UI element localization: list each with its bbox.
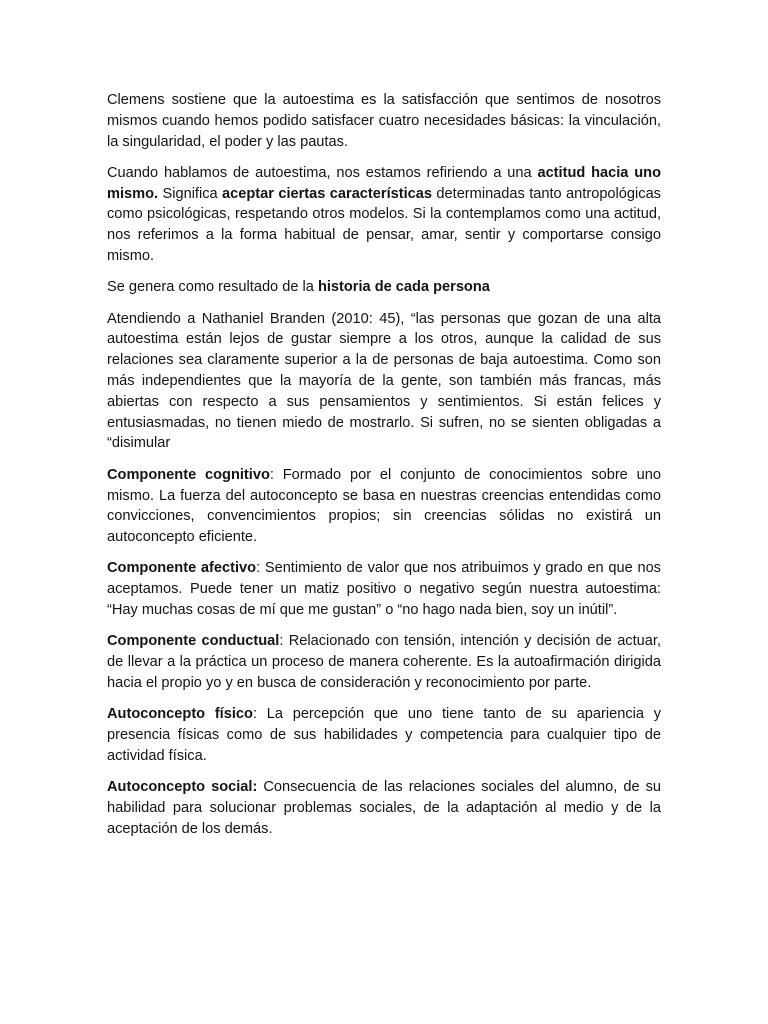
bold-term: Componente conductual	[107, 633, 280, 650]
text-segment: Significa	[158, 185, 223, 202]
text-segment: : Relacionado con tensión, intención y decisión de actuar, de llevar a la práctica un proceso de manera coherente. Es la autoafirmación dirigida hacia el propio yo y en busca de consideración y reconocimiento por parte.	[107, 633, 661, 691]
text-segment: : La percepción que uno tiene tanto de su apariencia y presencia físicas como de sus habilidades y competencia para cualquier tipo de actividad física.	[107, 706, 662, 764]
bold-term: Autoconcepto físico	[107, 706, 253, 723]
bold-term: Componente cognitivo	[107, 466, 270, 483]
bold-term: Autoconcepto social:	[107, 779, 258, 796]
paragraph-componente-afectivo	[107, 558, 661, 620]
paragraph-actitud	[107, 163, 661, 267]
text-segment: Cuando hablamos de autoestima, nos estamos refiriendo a una	[107, 164, 538, 181]
bold-term: aceptar ciertas características	[222, 185, 433, 202]
bold-term: actitud hacia uno mismo.	[107, 164, 661, 202]
text-segment: Consecuencia de las relaciones sociales del alumno, de su habilidad para solucionar problemas sociales, de la adaptación al medio y de la aceptación de los demás.	[107, 779, 661, 837]
bold-term: historia de cada persona	[317, 279, 490, 296]
paragraph-autoconcepto-social	[107, 777, 661, 839]
paragraph-componente-conductual	[107, 631, 661, 693]
paragraph-clemens	[107, 90, 661, 152]
bold-term: Componente afectivo	[107, 560, 257, 577]
paragraph-autoconcepto-fisico	[107, 704, 661, 766]
paragraph-componente-cognitivo	[107, 465, 661, 548]
document-page	[107, 90, 661, 850]
text-segment: Atendiendo a Nathaniel Branden (2010: 45), “las personas que gozan de una alta autoestima están lejos de gustar siempre a los otros, aunque la calidad de sus relaciones sea claramente superior a la de personas de baja autoestima. Como son más independientes que la mayoría de la gente, son también más francas, más abiertas con respecto a sus pensamientos y sentimientos. Si están felices y entusiasmadas, no tienen miedo de mostrarlo. Si sufren, no se sienten obligadas a “disimular	[107, 310, 661, 452]
text-segment: : Formado por el conjunto de conocimientos sobre uno mismo. La fuerza del autoconcepto se basa en nuestras creencias entendidas como convicciones, convencimientos propios; sin creencias sólidas no existirá un autoconcepto eficiente.	[107, 466, 661, 546]
text-segment: determinadas tanto antropológicas como psicológicas, respetando otros modelos. Si la contemplamos como una actitud, nos referimos a la forma habitual de pensar, amar, sentir y comportarse consigo mismo.	[107, 185, 661, 265]
paragraph-branden-quote	[107, 309, 661, 455]
text-segment: : Sentimiento de valor que nos atribuimos y grado en que nos aceptamos. Puede tener un matiz positivo o negativo según nuestra autoestima: “Hay muchas cosas de mí que me gustan” o “no hago nada bien, soy un inútil”.	[107, 560, 661, 619]
text-segment: Clemens sostiene que la autoestima es la satisfacción que sentimos de nosotros mismos cuando hemos podido satisfacer cuatro necesidades básicas: la vinculación, la singularidad, el poder y las pautas.	[107, 92, 661, 150]
text-segment: Se genera como resultado de la	[107, 279, 318, 296]
paragraph-historia	[107, 277, 661, 298]
